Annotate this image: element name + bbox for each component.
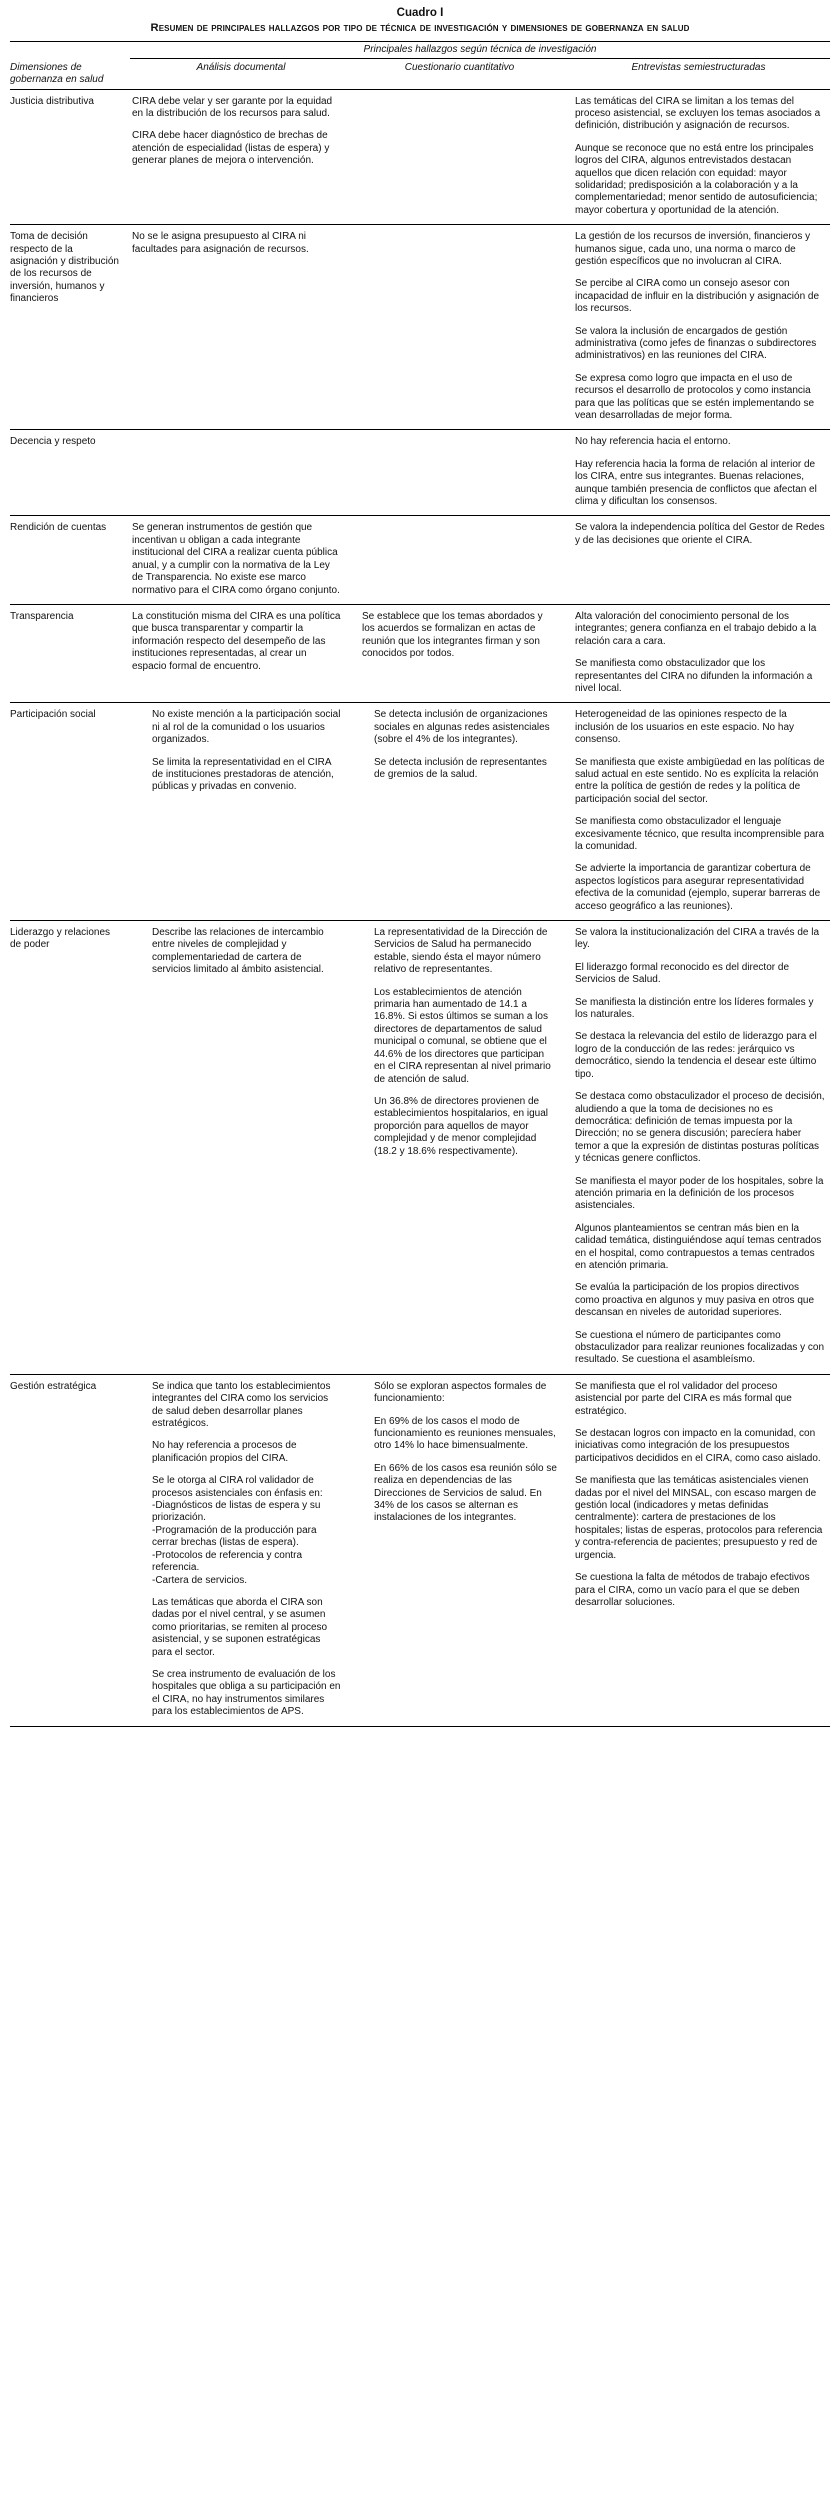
column-header-dimension: Dimensiones de gobernanza en salud [10,59,130,90]
document-page [10,0,830,1727]
super-header: Principales hallazgos según técnica de investigación [130,42,830,59]
table-title: Resumen de principales hallazgos por tipo de técnica de investigación y dimensiones de gobernanza en salud [150,22,690,34]
cell-cuestionario [352,604,567,702]
cell-dimension: Justicia distributiva [10,89,130,225]
finding-paragraph: Se crea instrumento de evaluación de los hospitales que obliga a su participación en el CIRA, no hay instrumentos similares para los establecimientos de APS. [152,1668,341,1718]
finding-paragraph: Se manifiesta que las temáticas asistenciales vienen dadas por el nivel del MINSAL, con escaso margen de gestión local (indicadores y metas definidas centralmente): cartera de prestaciones de los hospitales; listas de esperas, protocolos para referencia y contra-referencia de pacientes; presupuesto y red de urgencia. [575,1475,823,1561]
cell-dimension: Rendición de cuentas [10,516,130,604]
finding-paragraph: Se valora la inclusión de encargados de gestión administrativa (como jefes de finanzas o subdirectores administrativos) en las reuniones del CIRA. [575,325,817,362]
finding-paragraph: Las temáticas que aborda el CIRA son dadas por el nivel central, y se asumen como prioritarias, se remiten al proceso asistencial, y se suponen estratégicas para el sector. [152,1596,328,1658]
cell-documental [130,89,352,225]
finding-paragraph: Se manifiesta como obstaculizador que los representantes del CIRA no difunden la información a nivel local. [575,658,813,694]
cell-entrevistas [567,703,830,921]
finding-paragraph: Sólo se exploran aspectos formales de funcionamiento: [374,1380,547,1405]
table-body [10,89,830,1726]
finding-paragraph: Se expresa como logro que impacta en el uso de recursos el desarrollo de protocolos y como instancia para que las políticas que se estén implementando se vean desarrolladas de mejor forma. [575,372,815,422]
column-header-entrevistas: Entrevistas semiestructuradas [567,59,830,90]
finding-paragraph: En 66% de los casos esa reunión sólo se realiza en dependencias de las Direcciones de Servicios de salud. En 34% de los casos se alternan es instalaciones de los integrantes. [374,1462,557,1524]
cell-documental [130,430,352,516]
finding-paragraph: No hay referencia hacia el entorno. [575,436,731,448]
cell-cuestionario [352,921,567,1375]
cell-entrevistas [567,89,830,225]
cell-entrevistas [567,516,830,604]
cell-entrevistas [567,225,830,430]
finding-paragraph: Se advierte la importancia de garantizar cobertura de aspectos logísticos para asegurar representatividad efectiva de la comunidad (ejemplo, superar barreras de acceso geográfico a las reuniones). [575,863,821,912]
finding-paragraph: Se valora la institucionalización del CIRA a través de la ley. [575,927,820,951]
finding-paragraph: El liderazgo formal reconocido es del director de Servicios de Salud. [575,961,789,986]
findings-table [10,41,830,1727]
finding-paragraph: Se valora la independencia política del Gestor de Redes y de las decisiones que oriente el CIRA. [575,522,825,546]
cell-dimension: Participación social [10,703,130,921]
finding-paragraph: La constitución misma del CIRA es una política que busca transparentar y compartir la información respecto del desempeño de las instituciones representadas, al crear un espacio formal de encuentro. [132,610,341,672]
finding-paragraph: Se destaca como obstaculizador el proceso de decisión, aludiendo a que la toma de decisiones no es democrática: definición de temas impuesta por la Dirección; no se genera discusión; parecíera haber temor a que la expresión de distintas posturas políticas y técnicas genere conflictos. [575,1091,825,1165]
finding-paragraph: La representatividad de la Dirección de Servicios de Salud ha permanecido estable, siendo ésta el mayor número relativo de representantes. [374,927,548,976]
cell-dimension: Liderazgo y relaciones de poder [10,921,130,1375]
cell-documental [130,921,352,1375]
table-caption: Cuadro I [396,7,444,19]
column-header-documental: Análisis documental [130,59,352,90]
cell-entrevistas [567,430,830,516]
finding-paragraph: Se indica que tanto los establecimientos integrantes del CIRA como los servicios de salud deben desarrollar planes estratégicos. [152,1380,331,1430]
table-row [10,703,830,921]
finding-paragraph: Se limita la representatividad en el CIRA de instituciones prestadoras de atención, públicas y privadas en convenio. [152,756,334,793]
table-row [10,921,830,1375]
cell-documental [130,516,352,604]
finding-paragraph: Se establece que los temas abordados y los acuerdos se formalizan en actas de reunión que los integrantes firman y son conocidos por todos. [362,610,543,660]
finding-paragraph: Se cuestiona el número de participantes como obstaculizador para realizar reuniones focalizadas y con resultado. Se cuestiona el asambleísmo. [575,1329,825,1366]
cell-documental [130,703,352,921]
finding-paragraph: Se detecta inclusión de representantes de gremios de la salud. [374,756,547,780]
table-row [10,225,830,430]
finding-paragraph: En 69% de los casos el modo de funcionamiento es reuniones mensuales, otro 14% lo hace bimensualmente. [374,1415,556,1452]
finding-paragraph: Se manifiesta como obstaculizador el lenguaje excesivamente técnico, que resulta incomprensible para la comunidad. [575,816,825,852]
finding-paragraph: No hay referencia a procesos de planificación propios del CIRA. [152,1440,297,1464]
finding-paragraph: CIRA debe velar y ser garante por la equidad en la distribución de los recursos para salud. [132,95,333,119]
finding-paragraph: Heterogeneidad de las opiniones respecto de la inclusión de los usuarios en este espacio. No hay consenso. [575,709,795,746]
finding-paragraph: Se generan instrumentos de gestión que incentivan u obligan a cada integrante institucional del CIRA a realizar cuenta pública anual, y a cumplir con la normativa de la Ley de Transparencia. No existe ese marco normativo para el CIRA como órgano conjunto. [132,522,340,596]
finding-paragraph: CIRA debe hacer diagnóstico de brechas de atención de especialidad (listas de espera) y generar planes de mejora o intervención. [132,130,330,167]
cell-cuestionario [352,225,567,430]
finding-paragraph: Hay referencia hacia la forma de relación al interior de los CIRA, entre sus integrantes. Buenas relaciones, aunque también presencia de conflictos que afectan el clima y dificultan los consensos. [575,458,817,508]
finding-paragraph: Se evalúa la participación de los propios directivos como proactiva en algunos y muy pasiva en otros que descansan en niveles de autoridad superiores. [575,1282,815,1319]
table-row [10,516,830,604]
finding-paragraph: No se le asigna presupuesto al CIRA ni facultades para asignación de recursos. [132,231,309,255]
cell-dimension: Gestión estratégica [10,1374,130,1726]
table-row [10,430,830,516]
finding-paragraph: Se manifiesta que existe ambigüedad en las políticas de salud actual en este sentido. No es explícita la relación entre la política de gestión de redes y la política de participación social del sector. [575,756,825,805]
finding-paragraph: Algunos planteamientos se centran más bien en la calidad temática, distinguiéndose aquí temas centrados en el hospital, como contrapuestos a temas centrados en atención primaria. [575,1222,822,1271]
cell-cuestionario [352,430,567,516]
table-row [10,604,830,702]
finding-paragraph: Las temáticas del CIRA se limitan a los temas del proceso asistencial, se excluyen los temas asociados a definición, distribución y asignación de recursos. [575,95,821,132]
table-row [10,89,830,225]
cell-documental [130,1374,352,1726]
cell-cuestionario [352,89,567,225]
column-header-cuestionario: Cuestionario cuantitativo [352,59,567,90]
cell-entrevistas [567,1374,830,1726]
finding-paragraph: Se percibe al CIRA como un consejo asesor con incapacidad de influir en la distribución y asignación de los recursos. [575,278,820,315]
cell-documental [130,604,352,702]
cell-entrevistas [567,921,830,1375]
cell-dimension: Decencia y respeto [10,430,130,516]
finding-paragraph: Alta valoración del conocimiento personal de los integrantes; genera confianza en el trabajo debido a la relación cara a cara. [575,610,817,647]
cell-documental [130,225,352,430]
cell-dimension: Toma de decisión respecto de la asignación y distribución de los recursos de inversión, humanos y financieros [10,225,130,430]
finding-paragraph: Describe las relaciones de intercambio entre niveles de complejidad y complementariedad de cartera de servicios limitado al ámbito asistencial. [152,927,324,976]
finding-paragraph: Se le otorga al CIRA rol validador de procesos asistenciales con énfasis en: -Diagnósticos de listas de espera y su priorización. -Programación de la producción para cerrar brechas (listas de espera). -Protocolos de referencia y contra referencia. -Cartera de servicios. [152,1475,323,1586]
cell-entrevistas [567,604,830,702]
cell-cuestionario [352,703,567,921]
finding-paragraph: Se manifiesta que el rol validador del proceso asistencial por parte del CIRA es más formal que estratégico. [575,1380,792,1417]
table-row [10,1374,830,1726]
cell-dimension: Transparencia [10,604,130,702]
finding-paragraph: No existe mención a la participación social ni al rol de la comunidad o los usuarios organizados. [152,709,341,746]
finding-paragraph: Se detecta inclusión de organizaciones sociales en algunas redes asistenciales (sobre el 4% de los integrantes). [374,709,550,746]
finding-paragraph: Se manifiesta el mayor poder de los hospitales, sobre la atención primaria en la definición de los procesos asistenciales. [575,1175,824,1212]
cell-cuestionario [352,516,567,604]
finding-paragraph: Se cuestiona la falta de métodos de trabajo efectivos para el CIRA, como un vacío para el que se deben desarrollar soluciones. [575,1572,810,1608]
finding-paragraph: Aunque se reconoce que no está entre los principales logros del CIRA, algunos entrevistados destacan aquellos que dicen relación con equidad: mayor solidaridad; predisposición a la colaboración y a la complementariedad; menor sentido de autosuficiencia; mayor cobertura y oportunidad de la atención. [575,142,818,216]
finding-paragraph: Un 36.8% de directores provienen de establecimientos hospitalarios, en igual proporción para aquellos de mayor complejidad y de menor complejidad (18.2 y 18.6% respectivamente). [374,1095,548,1157]
finding-paragraph: Se destaca la relevancia del estilo de liderazgo para el logro de la conducción de las redes: jerárquico vs democrático, siendo la tendencia el desear este último tipo. [575,1031,817,1080]
finding-paragraph: La gestión de los recursos de inversión, financieros y humanos sigue, cada uno, una norma o marco de gestión específicos que no involucran al CIRA. [575,231,811,267]
finding-paragraph: Se destacan logros con impacto en la comunidad, con iniciativas como integración de los presupuestos participativos decididos en el CIRA, como caso aislado. [575,1428,821,1464]
cell-cuestionario [352,1374,567,1726]
finding-paragraph: Se manifiesta la distinción entre los líderes formales y los naturales. [575,996,814,1021]
finding-paragraph: Los establecimientos de atención primaria han aumentado de 14.1 a 16.8%. Si estos últimos se suman a los directores de departamentos de salud municipal o comunal, se obtiene que el 44.6% de los directores que participan en el CIRA representan al nivel primario de atención de salud. [374,986,551,1085]
